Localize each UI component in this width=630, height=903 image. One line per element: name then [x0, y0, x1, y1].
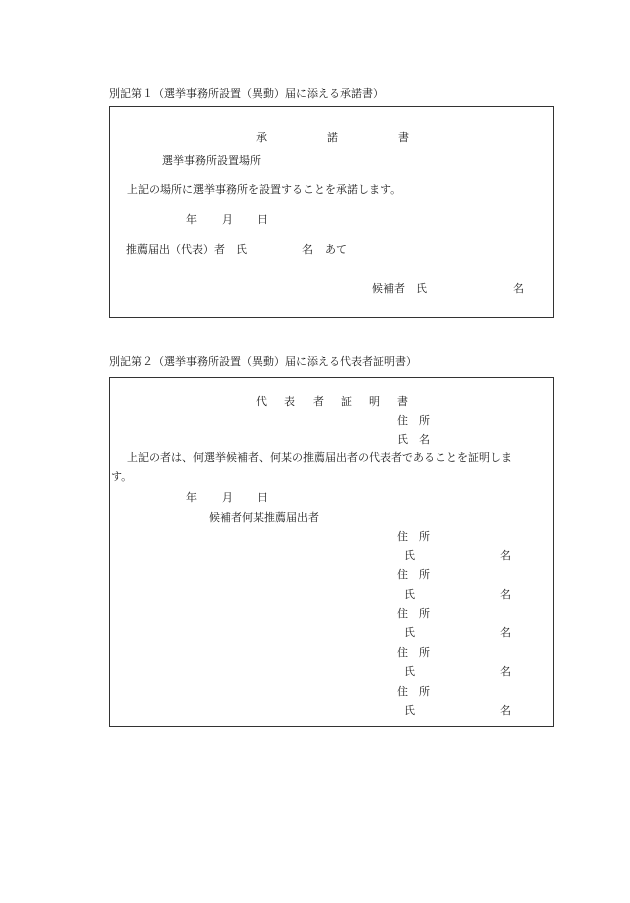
candidate-signer-label: 候補者 氏: [372, 282, 427, 295]
rep-name-label: 氏 名: [397, 433, 430, 446]
section1-heading: 別記第１（選挙事務所設置（異動）届に添える承諾書）: [109, 87, 384, 100]
date-year: 年: [186, 213, 197, 226]
cert-title-char-5: 明: [369, 395, 380, 408]
rep-address-label: 住 所: [397, 414, 430, 427]
cert-date-year: 年: [186, 491, 197, 504]
cert-body-line-2: す。: [111, 470, 133, 483]
entry-shi: 氏: [404, 665, 415, 678]
cert-body-line-1: 上記の者は、何選挙候補者、何某の推薦届出者の代表者であることを証明しま: [127, 451, 512, 464]
cert-title-char-4: 証: [341, 395, 352, 408]
candidate-signer-name-char: 名: [513, 282, 524, 295]
consent-title-char-2: 諾: [327, 131, 338, 144]
date-day: 日: [257, 213, 268, 226]
office-location-label: 選挙事務所設置場所: [162, 154, 261, 167]
addressee-label: 推薦届出（代表）者 氏: [126, 243, 247, 256]
entry-shi: 氏: [404, 704, 415, 717]
entry-mei: 名: [500, 626, 511, 639]
nominator-group-label: 候補者何某推薦届出者: [209, 511, 319, 524]
entry-address: 住 所: [397, 646, 430, 659]
date-month: 月: [222, 213, 233, 226]
addressee-suffix: あて: [325, 243, 347, 256]
entry-shi: 氏: [404, 626, 415, 639]
entry-shi: 氏: [404, 588, 415, 601]
consent-body-text: 上記の場所に選挙事務所を設置することを承諾します。: [127, 183, 402, 196]
entry-mei: 名: [500, 588, 511, 601]
cert-date-month: 月: [222, 491, 233, 504]
consent-title-char-1: 承: [256, 131, 267, 144]
entry-address: 住 所: [397, 568, 430, 581]
entry-mei: 名: [500, 704, 511, 717]
entry-address: 住 所: [397, 607, 430, 620]
section2-heading: 別記第２（選挙事務所設置（異動）届に添える代表者証明書）: [109, 355, 417, 368]
certificate-form-box: [109, 377, 554, 727]
cert-title-char-6: 書: [397, 395, 408, 408]
cert-date-day: 日: [257, 491, 268, 504]
addressee-name-char: 名: [302, 243, 313, 256]
consent-title-char-3: 書: [398, 131, 409, 144]
entry-address: 住 所: [397, 530, 430, 543]
cert-title-char-3: 者: [313, 395, 324, 408]
entry-mei: 名: [500, 665, 511, 678]
cert-title-char-2: 表: [284, 395, 295, 408]
cert-title-char-1: 代: [256, 395, 267, 408]
entry-mei: 名: [500, 549, 511, 562]
entry-shi: 氏: [404, 549, 415, 562]
entry-address: 住 所: [397, 685, 430, 698]
